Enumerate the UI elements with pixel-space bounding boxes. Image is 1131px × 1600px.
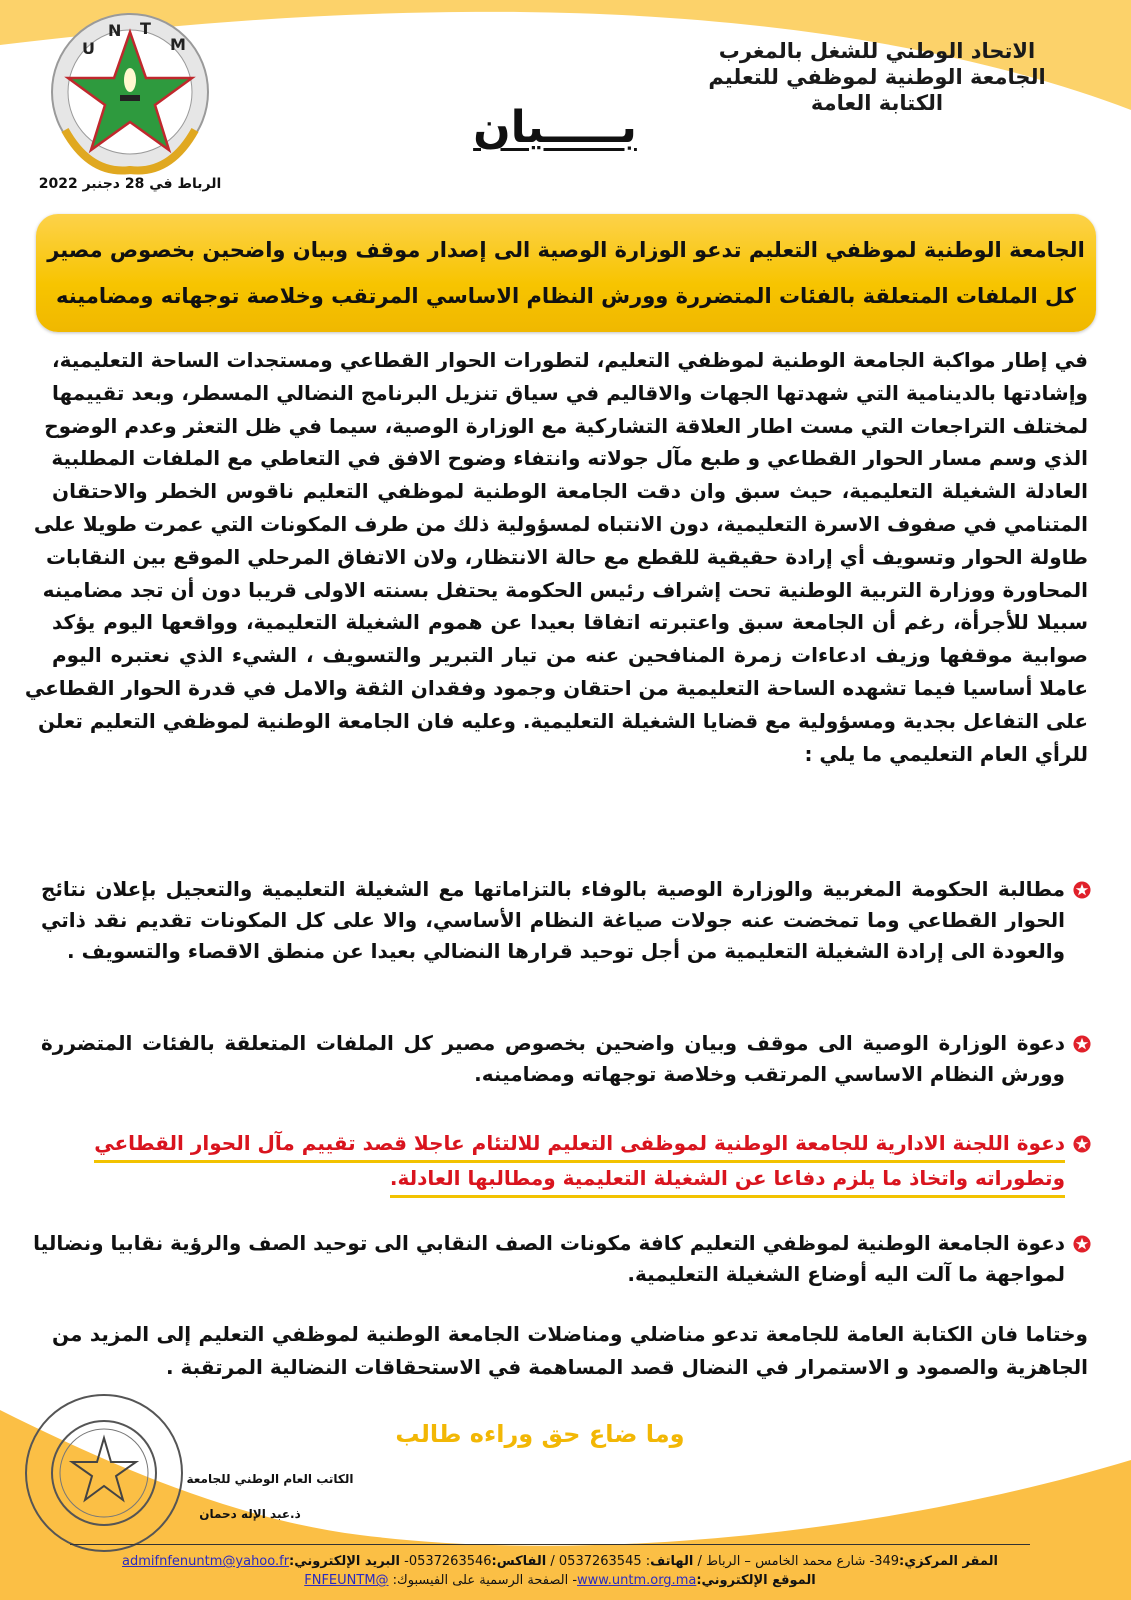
svg-text:U: U [82,39,95,58]
demand-item [41,1028,1091,1090]
footer-contact [60,1552,1060,1590]
body-line: المحاورة ووزارة التربية الوطنية تحت إشراف رئيس الحكومة يحتفل بسنته الاولى قريبا دون أن تجد مضامينه [42,577,1088,602]
svg-text:M: M [170,35,186,54]
email-label: البريد الإلكتروني: [289,1554,400,1569]
closing-paragraph [52,1318,1088,1384]
body-line: لمختلف التراجعات التي مست اطار العلاقة التشاركية مع الوزارة الوصية، سيما في ظل التعثر وعدم الوضوح [44,413,1088,438]
demand-line: وورش النظام الاساسي المرتقب وخلاصة توجهاته ومضامينه. [474,1062,1065,1086]
footer-divider [70,1544,1030,1545]
footer-line-1 [60,1552,1060,1571]
fax-label: الفاكس: [491,1554,547,1569]
body-line: وإشادتها بالدينامية التي شهدتها الجهات والاقاليم في سياق تنزيل البرنامج النضالي المسطر، وبعد تقييمها [52,380,1088,405]
demand-item-highlighted [41,1128,1091,1198]
email-link[interactable]: admifnfenuntm@yahoo.fr [122,1554,290,1569]
demand-line: دعوة الوزارة الوصية الى موقف وبيان واضحين بخصوص مصير كل الملفات المتعلقة بالفئات المتضررة [41,1031,1065,1055]
organization-header [687,38,1067,116]
demand-line: لمواجهة ما آلت اليه أوضاع الشغيلة التعليمية. [627,1262,1065,1286]
org-line-federation: الجامعة الوطنية لموظفي للتعليم [708,65,1046,89]
body-line: للرأي العام التعليمي ما يلي : [804,741,1088,766]
website-label: الموقع الإلكتروني: [696,1573,816,1588]
svg-text:N: N [108,21,122,40]
document-title: بـــــيان [473,102,637,153]
body-line: صوابية موقفها وزيف ادعاءات زمرة المنافحين عنه من تيار التبرير والتسويف ، الشيء الذي نعتبره اليوم [52,643,1088,668]
demand-line: دعوة اللجنة الادارية للجامعة الوطنية لموظفى التعليم للالتئام عاجلا قصد تقييم مآل الحوار القطاعي [94,1128,1065,1163]
red-star-circle-icon [1073,1235,1091,1253]
red-star-circle-icon [1073,1035,1091,1053]
red-star-circle-icon [1073,1135,1091,1153]
hq-label: المقر المركزي: [899,1554,998,1569]
red-star-circle-icon [1073,881,1091,899]
facebook-label: - الصفحة الرسمية على الفيسبوك: [388,1573,578,1588]
org-line-union: الاتحاد الوطني للشغل بالمغرب [718,39,1036,63]
slogan: وما ضاع حق وراءه طالب [395,1420,685,1448]
demand-line: مطالبة الحكومة المغربية والوزارة الوصية بالوفاء بالتزاماتها مع الشغيلة التعليمية والتعجيل بإعلان نتائج [41,877,1065,901]
body-line: طاولة الحوار وتسويف أي إرادة حقيقية للقطع مع حالة الانتظار، ولان الاتفاق المرحلي الموقع بين النقابات [46,544,1088,569]
website-link[interactable]: www.untm.org.ma [577,1573,697,1588]
body-line: في إطار مواكبة الجامعة الوطنية لموظفي التعليم، لتطورات الحوار القطاعي ومستجدات الساحة التعليمية، [52,348,1088,372]
signatory-title: الكاتب العام الوطني للجامعة [186,1472,354,1486]
body-line: سبيلا للأجرأة، رغم أن الجامعة سبق واعتبرته اتفاقا بعيدا عن هموم الشغيلة التعليمية، وواقعها اليوم يؤكد [52,610,1088,635]
demand-line: الحوار القطاعي وما تمخضت عنه جولات صياغة النظام الأساسي، والا على كل المكونات تقديم نقد ذاتي [41,908,1065,932]
closing-line: الجاهزية والصمود و الاستمرار في النضال قصد المساهمة في الاستحقاقات النضالية المرتقبة . [165,1355,1088,1379]
body-line: عاملا أساسيا فيما تشهده الساحة التعليمية من احتقان وجمود وفقدان الثقة والامل في قدرة الحوار القطاعي [24,675,1088,700]
phone-label: الهاتف [650,1554,694,1569]
svg-text:T: T [140,19,151,38]
org-line-secretariat: الكتابة العامة [810,91,944,115]
footer-line-2 [60,1571,1060,1590]
headline-line: الجامعة الوطنية لموظفي التعليم تدعو الوزارة الوصية الى إصدار موقف وبيان واضحين بخصوص مصير [47,238,1085,262]
demand-line: وتطوراته واتخاذ ما يلزم دفاعا عن الشغيلة التعليمية ومطالبها العادلة. [390,1163,1065,1198]
body-line: العادلة الشغيلة التعليمية، حيث سبق وان دقت الجامعة الوطنية لموظفي التعليم ناقوس الخطر والاحتقان [52,479,1088,504]
demand-line: والعودة الى إرادة الشغيلة التعليمية من أجل توحيد قرارها النضالي بعيدا عن منطق الاقصاء والتسويف . [67,939,1065,963]
body-line: على التفاعل بجدية ومسؤولية مع قضايا الشغيلة التعليمية. وعليه فان الجامعة الوطنية لموظفي التعليم تعلن [37,708,1088,733]
demand-item [41,874,1091,967]
untm-logo [20,10,240,180]
hq-address: 349- شارع محمد الخامس – الرباط / [693,1554,900,1569]
closing-line: وختاما فان الكتابة العامة للجامعة تدعو مناضلي ومناضلات الجامعة الوطنية لموظفي التعليم إلى المزيد من [52,1322,1088,1346]
signatory-name: ذ.عبد الإله دحمان [199,1507,301,1521]
headline-banner [36,214,1096,332]
body-line: الذي وسم مسار الحوار القطاعي و طبع مآل جولاته وانتفاء وضوح الافق في التعاطي مع الملفات المطلبية [51,446,1088,471]
demand-line: دعوة الجامعة الوطنية لموظفي التعليم كافة مكونات الصف النقابي الى توحيد الصف والرؤية نقابيا ونضاليا [33,1231,1065,1255]
document-date: الرباط في 28 دجنبر 2022 [38,176,222,192]
demand-item [33,1228,1091,1290]
phone-number: : 0537263545 / [546,1554,651,1569]
facebook-link[interactable]: @FNFEUNTM [304,1573,389,1588]
body-line: المتنامي في صفوف الاسرة التعليمية، دون الانتباه لمسؤولية ذلك من طرف المكونات التي عمرت طويلا على [33,511,1088,536]
body-paragraph [24,344,1088,770]
fax-number: 0537263546- [399,1554,492,1569]
headline-line: كل الملفات المتعلقة بالفئات المتضررة وورش النظام الاساسي المرتقب وخلاصة توجهاته ومضامينه [55,284,1077,308]
